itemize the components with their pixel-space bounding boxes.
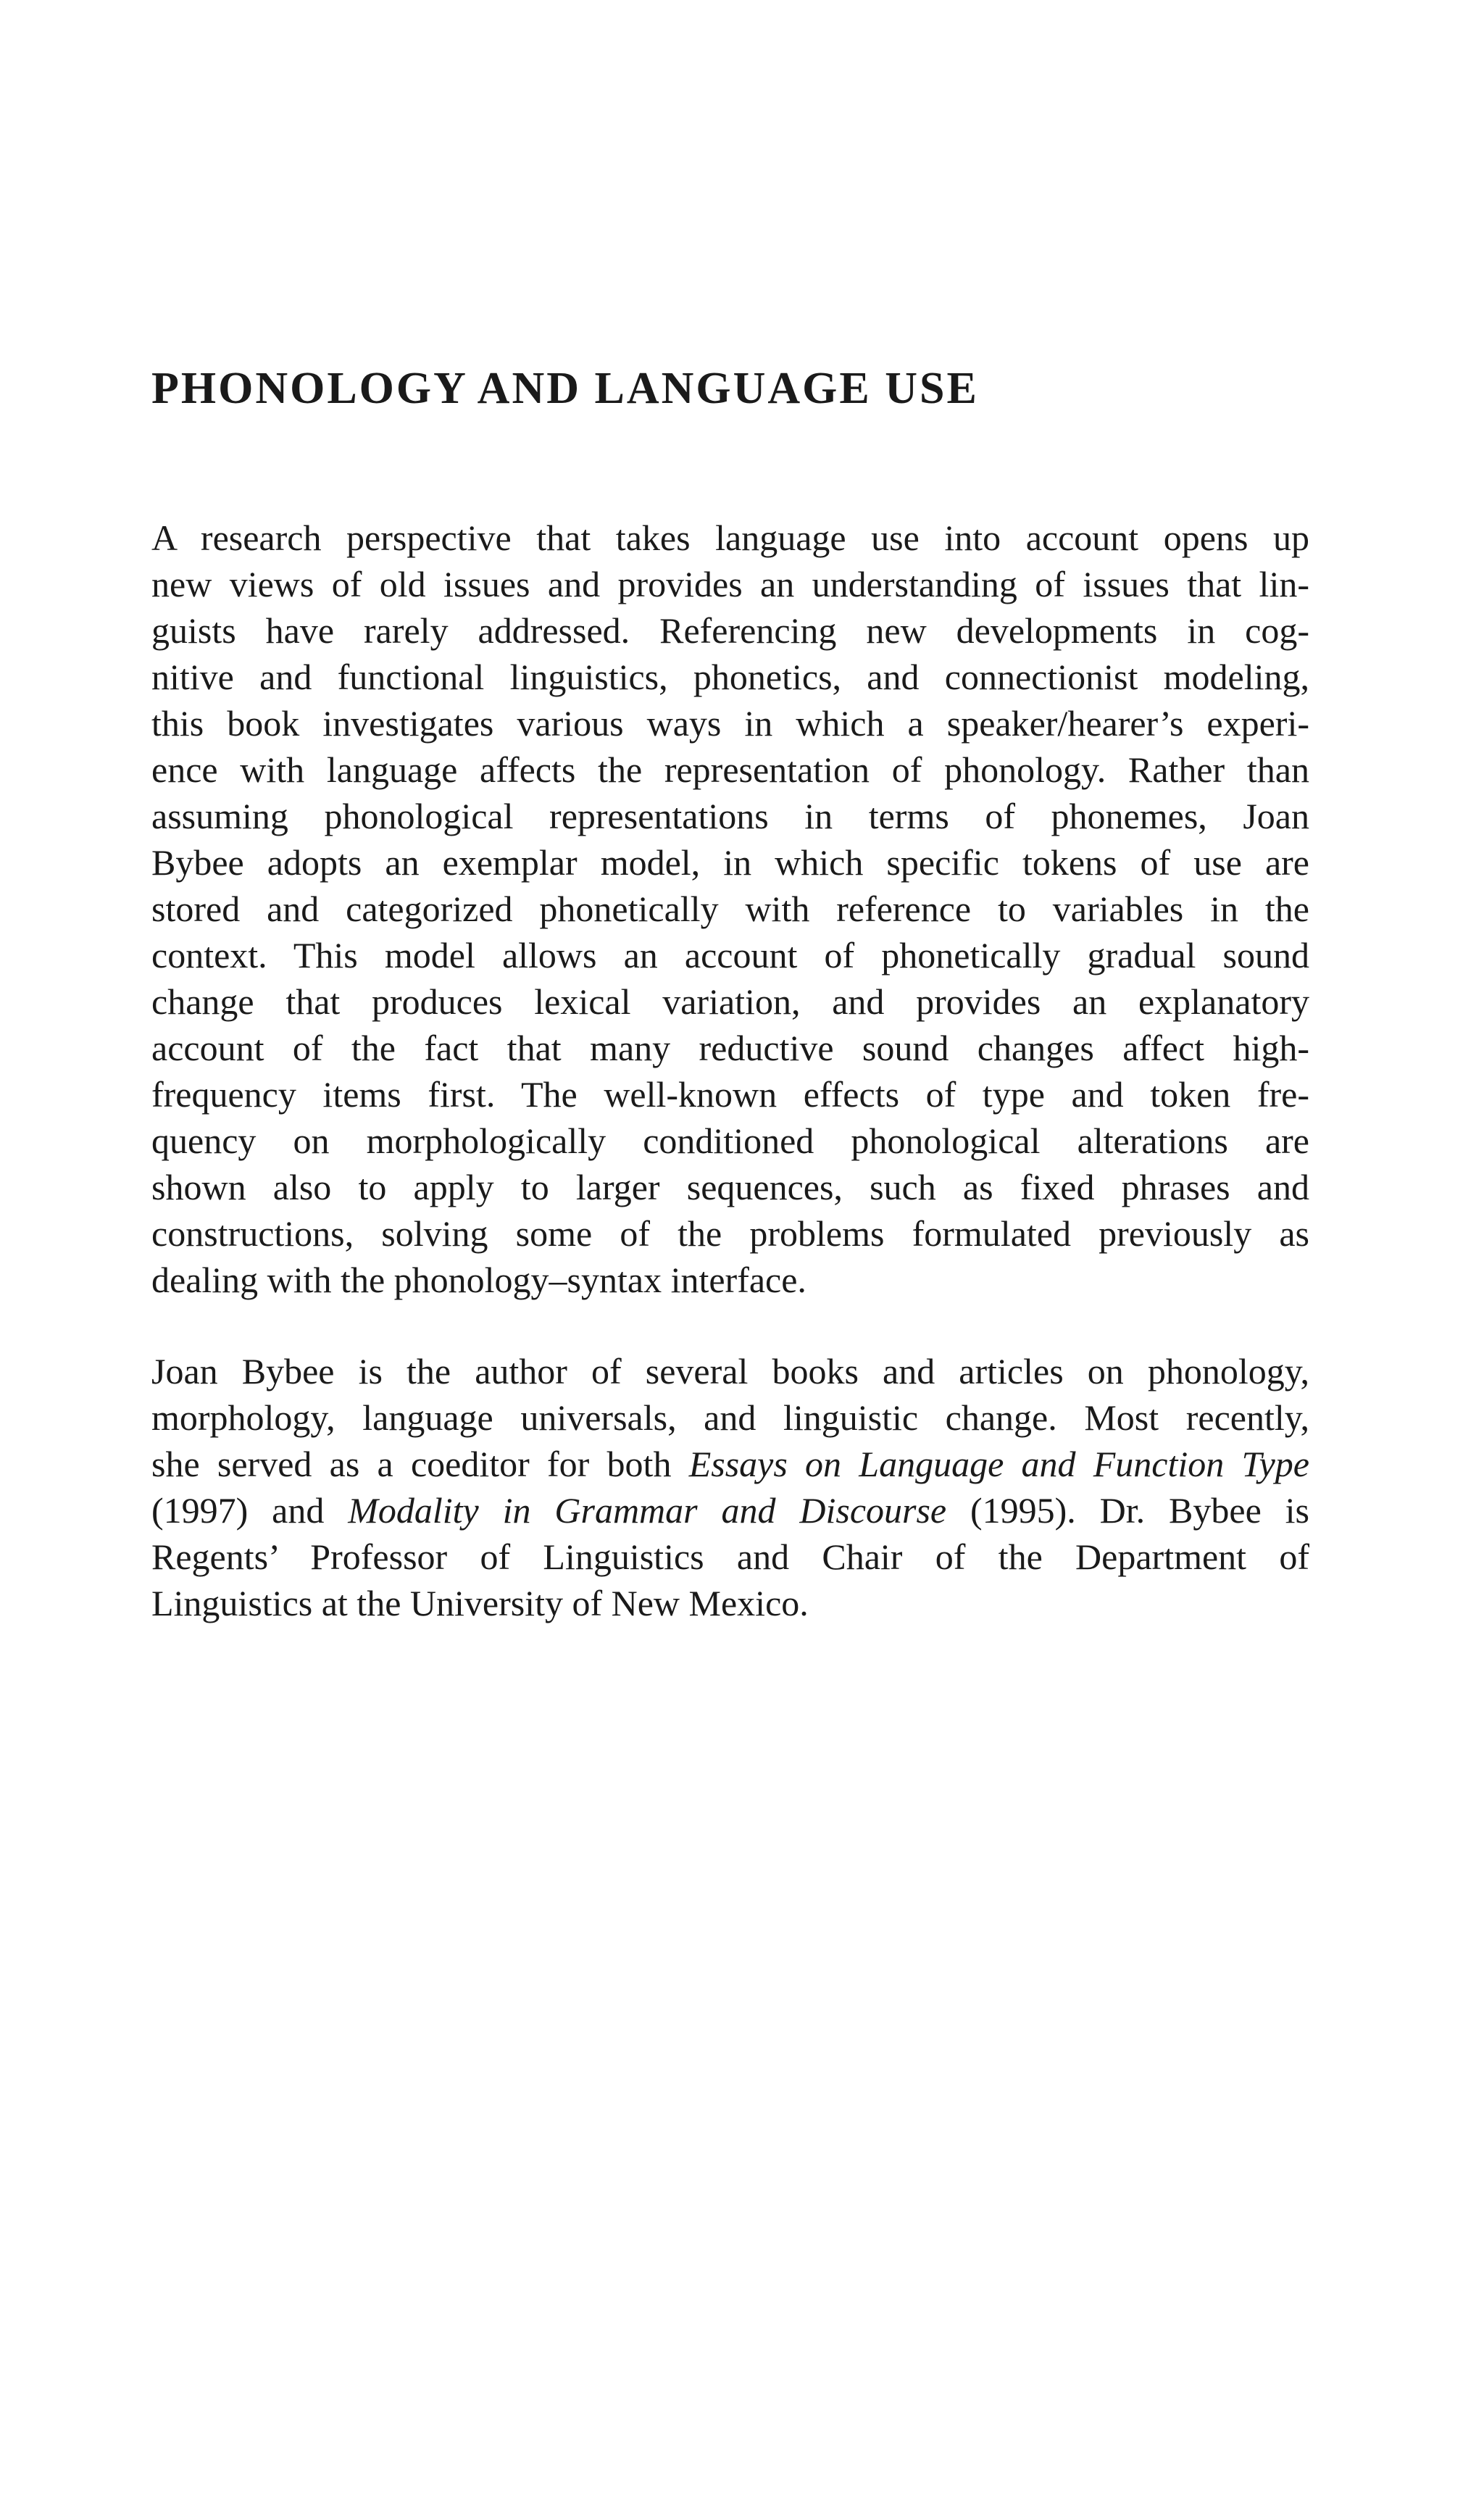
text-line: frequency items first. The well-known effects of type and token fre- (151, 1074, 1309, 1115)
text-line: shown also to apply to larger sequences, such as fixed phrases and (151, 1167, 1309, 1207)
text-segment: (1995). Dr. Bybee is (946, 1490, 1309, 1531)
text-line: stored and categorized phonetically with reference to variables in the (151, 889, 1309, 929)
text-line: Bybee adopts an exemplar model, in which specific tokens of use are (151, 842, 1309, 883)
text-line (151, 1487, 1309, 1534)
text-line: nitive and functional linguistics, phonetics, and connectionist modeling, (151, 657, 1309, 697)
description-paragraph (151, 515, 1309, 1303)
text-line: context. This model allows an account of phonetically gradual sound (151, 935, 1309, 975)
text-line (151, 1441, 1309, 1487)
text-segment: (1997) and (151, 1490, 349, 1531)
text-line: new views of old issues and provides an understanding of issues that lin- (151, 564, 1309, 604)
text-line: constructions, solving some of the problems formulated previously as (151, 1213, 1309, 1254)
text-line: guists have rarely addressed. Referencing new developments in cog- (151, 610, 1309, 651)
text-line: change that produces lexical variation, and provides an explanatory (151, 981, 1309, 1022)
text-line: assuming phonological representations in terms of phonemes, Joan (151, 796, 1309, 836)
text-line: Linguistics at the University of New Mexico. (151, 1583, 809, 1623)
text-line: Regents’ Professor of Linguistics and Chair of the Department of (151, 1536, 1309, 1577)
text-line: morphology, language universals, and linguistic change. Most recently, (151, 1397, 1309, 1438)
author-bio-paragraph (151, 1348, 1309, 1626)
text-segment: she served as a coeditor for both (151, 1444, 689, 1484)
text-line: ence with language affects the representation of phonology. Rather than (151, 749, 1309, 790)
text-line: this book investigates various ways in which a speaker/hearer’s experi- (151, 703, 1309, 744)
text-line: account of the fact that many reductive sound changes affect high- (151, 1028, 1309, 1068)
book-title-modality: Modality in Grammar and Discourse (348, 1490, 947, 1531)
text-line: dealing with the phonology–syntax interface. (151, 1260, 806, 1300)
text-line: A research perspective that takes language use into account opens up (151, 517, 1309, 558)
page-title: PHONOLOGY AND LANGUAGE USE (151, 364, 979, 413)
text-line: Joan Bybee is the author of several books and articles on phonology, (151, 1351, 1309, 1391)
text-line: quency on morphologically conditioned phonological alterations are (151, 1120, 1309, 1161)
book-title-essays: Essays on Language and Function Type (688, 1444, 1309, 1484)
